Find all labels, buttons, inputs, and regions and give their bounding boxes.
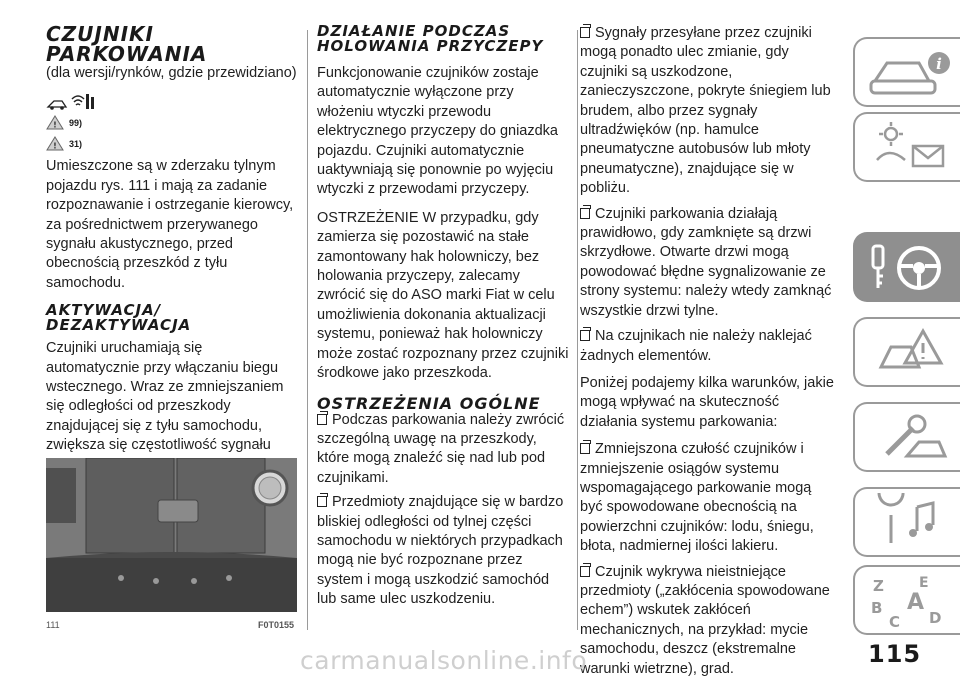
- availability-note: (dla wersji/rynków, gdzie przewidziano): [46, 65, 297, 81]
- chapter-tab-starting-driving[interactable]: [853, 232, 960, 302]
- towbar-warning-paragraph: OSTRZEŻENIE W przypadku, gdy zamierza się pozostawić na stałe zamontowany hak holowniczy, bez holowania przyczepy, zalecamy zwrócić się do ASO marki Fiat w celu umożliwienia dokonania aktualizacji systemu, ponieważ hak holowniczy może zostać rozpoznany przez czujniki środkowe jako przeszkoda.: [317, 209, 569, 382]
- chapter-tab-vehicle-info[interactable]: [853, 37, 960, 107]
- general-warning-item-2: [317, 493, 571, 609]
- index-letter-b: B: [871, 599, 883, 617]
- bullet-icon: [580, 27, 590, 38]
- column-right: [580, 24, 836, 679]
- bullet-icon: [317, 414, 327, 425]
- index-letter-d: D: [929, 609, 942, 627]
- towing-paragraph: Funkcjonowanie czujników zostaje automatycznie wyłączone przy włożeniu wtyczki przewodu elektrycznego przyczepy do gniazdka pojazdu. Czujniki automatycznie uaktywniają się ponownie po wyjęciu wtyczki z przewodami przyczepy.: [317, 65, 558, 198]
- chapter-tab-multimedia[interactable]: [853, 487, 960, 557]
- bullet-text: Podczas parkowania należy zwrócić szczególną uwagę na przeszkody, które mogą znaleźć się nad lub pod czujnikami.: [317, 411, 565, 486]
- index-letter-e: E: [919, 575, 929, 591]
- car-info-icon: [867, 43, 953, 103]
- column-left: [46, 24, 298, 475]
- ref-99: 99): [69, 117, 83, 128]
- dashboard-lights-icon: [867, 118, 953, 178]
- section-title-line1: CZUJNIKI: [46, 22, 154, 46]
- chapter-tab-dashboard[interactable]: [853, 112, 960, 182]
- section-title-line2: PARKOWANIA: [46, 42, 208, 66]
- chapter-tab-maintenance[interactable]: [853, 402, 960, 472]
- figure-number: 111: [46, 620, 60, 630]
- activation-paragraph: Czujniki uruchamiają się automatycznie przy włączaniu biegu wstecznego. Wraz ze zmniejszaniem się odległości od przeszkody znajdującej się z tyłu samochodu, zwiększa się częstotliwość sygnału: [46, 340, 284, 454]
- towing-heading-line1: DZIAŁANIE PODCZAS: [317, 22, 511, 40]
- intro-paragraph: Umieszczone są w zderzaku tylnym pojazdu rys. 111 i mają za zadanie rozpoznawanie i ostrzeganie kierowcy, za pośrednictwem przerywanego sygnału akustycznego, przed obecnością przeszkód z tyłu samochodu.: [46, 158, 294, 291]
- bullet-text: Czujniki parkowania działają prawidłowo, gdy zamknięte są drzwi skrzydłowe. Otwarte drzwi mogą powodować błędne sygnalizowanie ze strony systemu: należy wtedy zamknąć wszystkie drzwi tylne.: [580, 205, 832, 319]
- column-divider-1: [307, 30, 308, 630]
- alphabet-index-icon: [867, 571, 953, 631]
- bullet-text: Na czujnikach nie należy naklejać żadnych elementów.: [580, 328, 812, 364]
- bullet-icon: [580, 566, 590, 577]
- conditions-intro: Poniżej podajemy kilka warunków, jakie mogą wpływać na skuteczność działania systemu parkowania:: [580, 374, 834, 430]
- condition-item-2: [580, 563, 836, 679]
- general-warnings-heading: OSTRZEŻENIA OGÓLNE: [317, 393, 541, 413]
- svg-text:!: !: [53, 141, 57, 151]
- car-wifi-icon: [46, 91, 98, 111]
- general-warning-item-1: [317, 411, 571, 489]
- index-letter-a: A: [907, 590, 925, 615]
- warning-item-3: [580, 24, 836, 199]
- column-middle: [317, 24, 571, 610]
- media-navigation-icon: [867, 493, 953, 553]
- chapter-tab-safety[interactable]: [853, 317, 960, 387]
- warning-ref-99: [46, 115, 298, 130]
- bullet-text: Czujnik wykrywa nieistniejące przedmioty („zakłócenia spowodowane echem”) wskutek zakłóceń mechanicznych, na przykład: mycie samochodu, deszcz (ekstremalne warunki wietrzne), grad.: [580, 563, 830, 677]
- index-letter-z: Z: [873, 577, 884, 595]
- condition-item-1: [580, 440, 836, 556]
- wrench-car-icon: [867, 408, 953, 468]
- figure-code: F0T0155: [258, 620, 295, 630]
- caution-triangle-icon: [46, 136, 64, 151]
- towing-heading-line2: HOLOWANIA PRZYCZEPY: [317, 37, 544, 55]
- bullet-icon: [317, 496, 327, 507]
- svg-text:!: !: [53, 120, 57, 130]
- page-number: 115: [868, 640, 922, 668]
- warning-triangle-icon: [46, 115, 64, 130]
- column-divider-2: [577, 30, 578, 630]
- bullet-text: Sygnały przesyłane przez czujniki mogą ponadto ulec zmianie, gdy czujniki są uszkodzone, zanieczyszczone, pokryte śniegiem lub brudem, albo przez sygnały ultradźwięków (np. hamulce pneumatyczne autobusów lub młoty pneumatyczne), znajdujące się w pobliżu.: [580, 25, 831, 197]
- activation-heading-line2: DEZAKTYWACJA: [46, 316, 192, 335]
- bullet-icon: [580, 443, 590, 454]
- wifi-row: [46, 89, 298, 111]
- key-steering-wheel-icon: [867, 238, 953, 298]
- bullet-text: Przedmioty znajdujące się w bardzo bliskiej odległości od tylnej części samochodu w niektórych przypadkach mogą nie być rozpoznane przez system i mogą uszkodzić samochód lub same ulec uszkodzeniu.: [317, 494, 564, 608]
- car-warning-icon: [867, 323, 953, 383]
- bullet-icon: [580, 330, 590, 341]
- index-letter-c: C: [889, 613, 901, 631]
- warning-ref-31: [46, 136, 298, 151]
- warning-item-5: [580, 327, 836, 366]
- ref-31: 31): [69, 138, 83, 149]
- chapter-tab-index[interactable]: [853, 565, 960, 635]
- rear-van-illustration: [46, 458, 297, 612]
- bullet-icon: [580, 208, 590, 219]
- bullet-text: Zmniejszona czułość czujników i zmniejszenie osiągów systemu wspomagającego parkowanie mogą być spowodowane obecnością na powierzchni czujników: lodu, śniegu, błota, nadmiernej ilości lakieru.: [580, 441, 814, 555]
- activation-heading-line1: AKTYWACJA/: [46, 301, 162, 320]
- warning-item-4: [580, 205, 836, 321]
- rear-bumper-photo: [46, 458, 297, 612]
- watermark: carmanualsonline.info: [300, 646, 588, 675]
- svg-text:i: i: [936, 55, 942, 73]
